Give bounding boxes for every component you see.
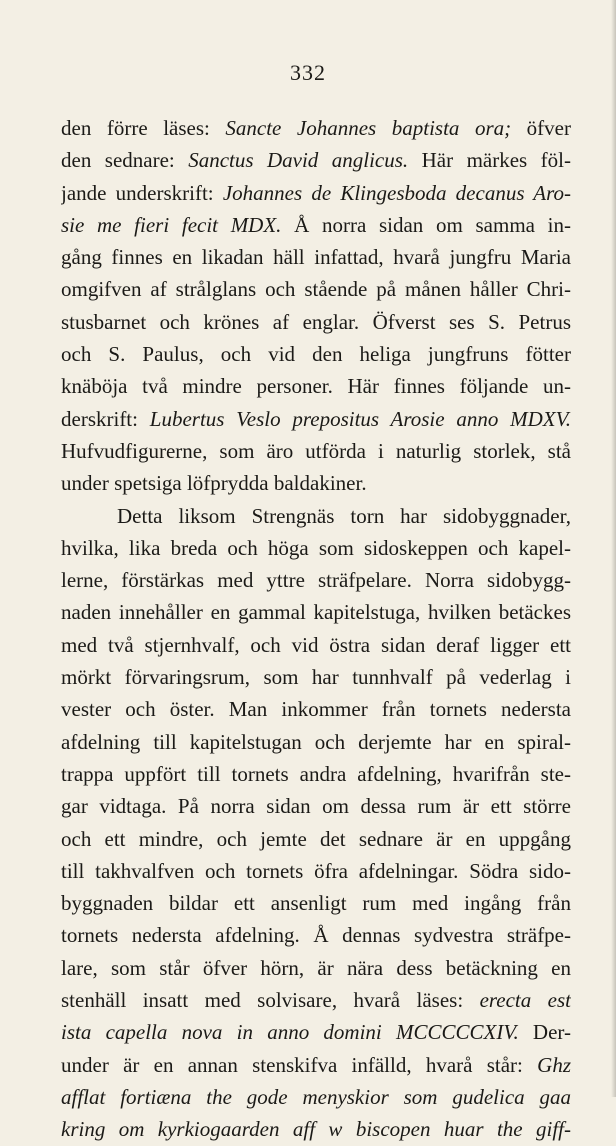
text-segment: hvilka, lika breda och höga som sidoskeppen och kapel-: [61, 535, 571, 560]
text-line: [61, 144, 571, 176]
text-segment: naden innehåller en gammal kapitelstuga, hvilken betäckes: [61, 600, 571, 625]
text-line: [61, 241, 571, 273]
text-segment: Hufvudfigurerne, som äro utförda i naturlig storlek, stå: [61, 438, 571, 463]
italic-text-segment: Lubertus Veslo prepositus Arosie anno MDXV.: [149, 406, 571, 431]
text-segment: under är en annan stenskifva infälld, hvarå står:: [61, 1052, 538, 1077]
text-line: [61, 209, 571, 241]
text-segment: Detta liksom Strengnäs torn har sidobyggnader,: [117, 503, 571, 528]
text-segment: till takhvalfven och tornets öfra afdelningar. Södra sido-: [61, 858, 571, 883]
text-segment: och S. Paulus, och vid den heliga jungfruns fötter: [61, 342, 571, 367]
text-segment: lare, som står öfver hörn, är nära dess betäckning en: [61, 955, 571, 980]
text-line: [61, 726, 571, 758]
text-segment: omgifven af strålglans och stående på månen håller Chri-: [61, 277, 571, 302]
text-line: [61, 887, 571, 919]
italic-text-segment: ista capella nova in anno domini MCCCCCXIV.: [61, 1020, 519, 1045]
text-segment: byggnaden bildar ett ansenligt rum med ingång från: [61, 891, 571, 916]
text-line: [61, 596, 571, 628]
italic-text-segment: Johannes de Klingesboda decanus Aro-: [222, 180, 571, 205]
italic-text-segment: Sancte Johannes baptista ora;: [225, 116, 512, 140]
text-segment: stusbarnet och krönes af englar. Öfverst ses S. Petrus: [61, 309, 571, 334]
page-number: 332: [290, 60, 326, 85]
body-text: [61, 112, 571, 1146]
italic-text-segment: erecta est: [479, 988, 571, 1013]
text-segment: gång finnes en likadan häll infattad, hvarå jungfru Maria: [61, 245, 571, 270]
text-line: [61, 1113, 571, 1145]
text-segment: gar vidtaga. På norra sidan om dessa rum är ett större: [61, 794, 571, 819]
text-segment: den förre läses:: [61, 116, 226, 140]
text-line: [61, 403, 571, 435]
text-line: [61, 564, 571, 596]
text-segment: och ett mindre, och jemte det sednare är en uppgång: [61, 826, 571, 851]
text-line: [61, 177, 571, 209]
text-line: [61, 1081, 571, 1113]
text-segment: trappa uppfört till tornets andra afdelning, hvarifrån ste-: [61, 761, 571, 786]
text-segment: afdelning till kapitelstugan och derjemte har en spiral-: [61, 729, 571, 754]
italic-text-segment: kring om kyrkiogaarden aff w biscopen huar the giff-: [61, 1117, 571, 1142]
text-segment: knäböja två mindre personer. Här finnes följande un-: [61, 374, 571, 399]
text-line: [61, 984, 571, 1016]
text-line: [61, 1016, 571, 1048]
text-segment: derskrift:: [61, 406, 150, 431]
italic-text-segment: sie me fieri fecit MDX.: [61, 212, 282, 237]
italic-text-segment: Ghz: [537, 1052, 571, 1077]
page-edge-shadow: [611, 0, 616, 1097]
text-line: [61, 919, 571, 951]
text-segment: öfver: [511, 116, 571, 140]
text-segment: vester och öster. Man inkommer från tornets nedersta: [61, 697, 571, 722]
text-segment: tornets nedersta afdelning. Å dennas sydvestra sträfpe-: [61, 923, 571, 948]
text-line: [61, 629, 571, 661]
text-line: [61, 338, 571, 370]
text-segment: lerne, förstärkas med yttre sträfpelare. Norra sidobygg-: [61, 568, 571, 593]
text-line: [61, 758, 571, 790]
text-segment: Här märkes föl-: [408, 148, 571, 173]
text-line: [61, 1049, 571, 1081]
text-segment: Å norra sidan om samma in-: [281, 212, 571, 237]
text-line: [61, 693, 571, 725]
text-segment: den sednare:: [61, 148, 189, 173]
text-line: [61, 790, 571, 822]
text-segment: under spetsiga löfprydda baldakiner.: [61, 471, 367, 496]
text-line: [61, 435, 571, 467]
text-line: [61, 273, 571, 305]
text-segment: Der-: [518, 1020, 571, 1045]
text-line: [61, 823, 571, 855]
italic-text-segment: afflat fortiæna the gode menyskior som gudelica gaa: [61, 1084, 571, 1109]
text-line: [61, 467, 571, 499]
text-line: [61, 112, 571, 144]
text-line: [61, 661, 571, 693]
text-line: [61, 952, 571, 984]
text-line: [61, 370, 571, 402]
text-segment: med två stjernhvalf, och vid östra sidan deraf ligger ett: [61, 632, 571, 657]
text-line: [61, 532, 571, 564]
italic-text-segment: Sanctus David anglicus.: [188, 148, 409, 173]
text-line: [61, 306, 571, 338]
text-segment: stenhäll insatt med solvisare, hvarå läses:: [61, 988, 480, 1013]
text-line: [61, 855, 571, 887]
text-segment: mörkt förvaringsrum, som har tunnhvalf på vederlag i: [61, 665, 571, 690]
text-segment: jande underskrift:: [61, 180, 223, 205]
text-line: [61, 500, 571, 532]
